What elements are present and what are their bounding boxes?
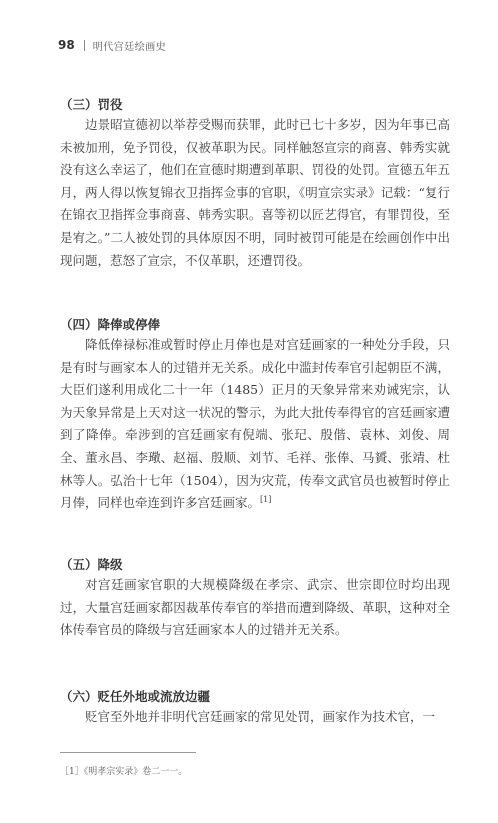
header-divider	[84, 40, 85, 51]
footnote-marker[interactable]: [1]	[260, 495, 272, 504]
page-number: 98	[58, 38, 75, 52]
section-heading-5: （五）降级	[60, 557, 123, 572]
section-6-paragraph: 贬官至外地并非明代宫廷画家的常见处罚，画家作为技术官，一	[85, 709, 436, 724]
section-heading-4: （四）降俸或停俸	[60, 317, 161, 332]
footnote: ［1］《明孝宗实录》卷二一一。	[60, 767, 188, 777]
section-3-paragraph: 边景昭宣德初以举荐受赐而获罪，此时已七十多岁，因为年事已高未被加刑，免予罚役，仅被革职为民。同样触怒宣宗的商喜、韩秀实就没有这么幸运了，他们在宣德时期遭到革职、罚役的处罚。宣德五年五月，两人得以恢复锦衣卫指挥佥事的官职，《明宣宗实录》记载：“复行在锦衣卫指挥佥事商喜、韩秀实职。喜等初以匠艺得官，有罪罚役，至是宥之。”二人被处罚的具体原因不明，同时被罚可能是在绘画创作中出现问题，惹怒了宣宗，不仅革职，还遭罚役。	[60, 117, 450, 268]
footnote-divider	[60, 752, 196, 753]
section-4-paragraph	[60, 334, 450, 515]
section-5-paragraph: 对宫廷画家官职的大规模降级在孝宗、武宗、世宗即位时均出现过，大量宫廷画家都因裁革传奉官的举措而遭到降级、革职，这种对全体传奉官员的降级与宫廷画家本人的过错并无关系。	[60, 577, 450, 638]
section-4-text: 降低俸禄标准或暂时停止月俸也是对宫廷画家的一种处分手段，只是有时与画家本人的过错并无关系。成化中滥封传奉官引起朝臣不满，大臣们遂利用成化二十一年（1485）正月的天象异常来劝诫宪宗，认为天象异常是上天对这一状况的警示，为此大批传奉得官的宫廷画家遭到了降俸。牵涉到的宫廷画家有倪端、张玘、殷偕、袁林、刘俊、周全、董永昌、李璥、赵福、殷顺、刘节、毛祥、张俸、马贇、张靖、杜林等人。弘治十七年（1504），因为灾荒，传奉文武官员也被暂时停止月俸，同样也牵连到许多宫廷画家。	[60, 337, 450, 511]
section-heading-3: （三）罚役	[60, 97, 123, 112]
page-header	[58, 36, 166, 54]
running-title: 明代宫廷绘画史	[92, 41, 167, 53]
section-heading-6: （六）贬任外地或流放边疆	[60, 689, 211, 704]
